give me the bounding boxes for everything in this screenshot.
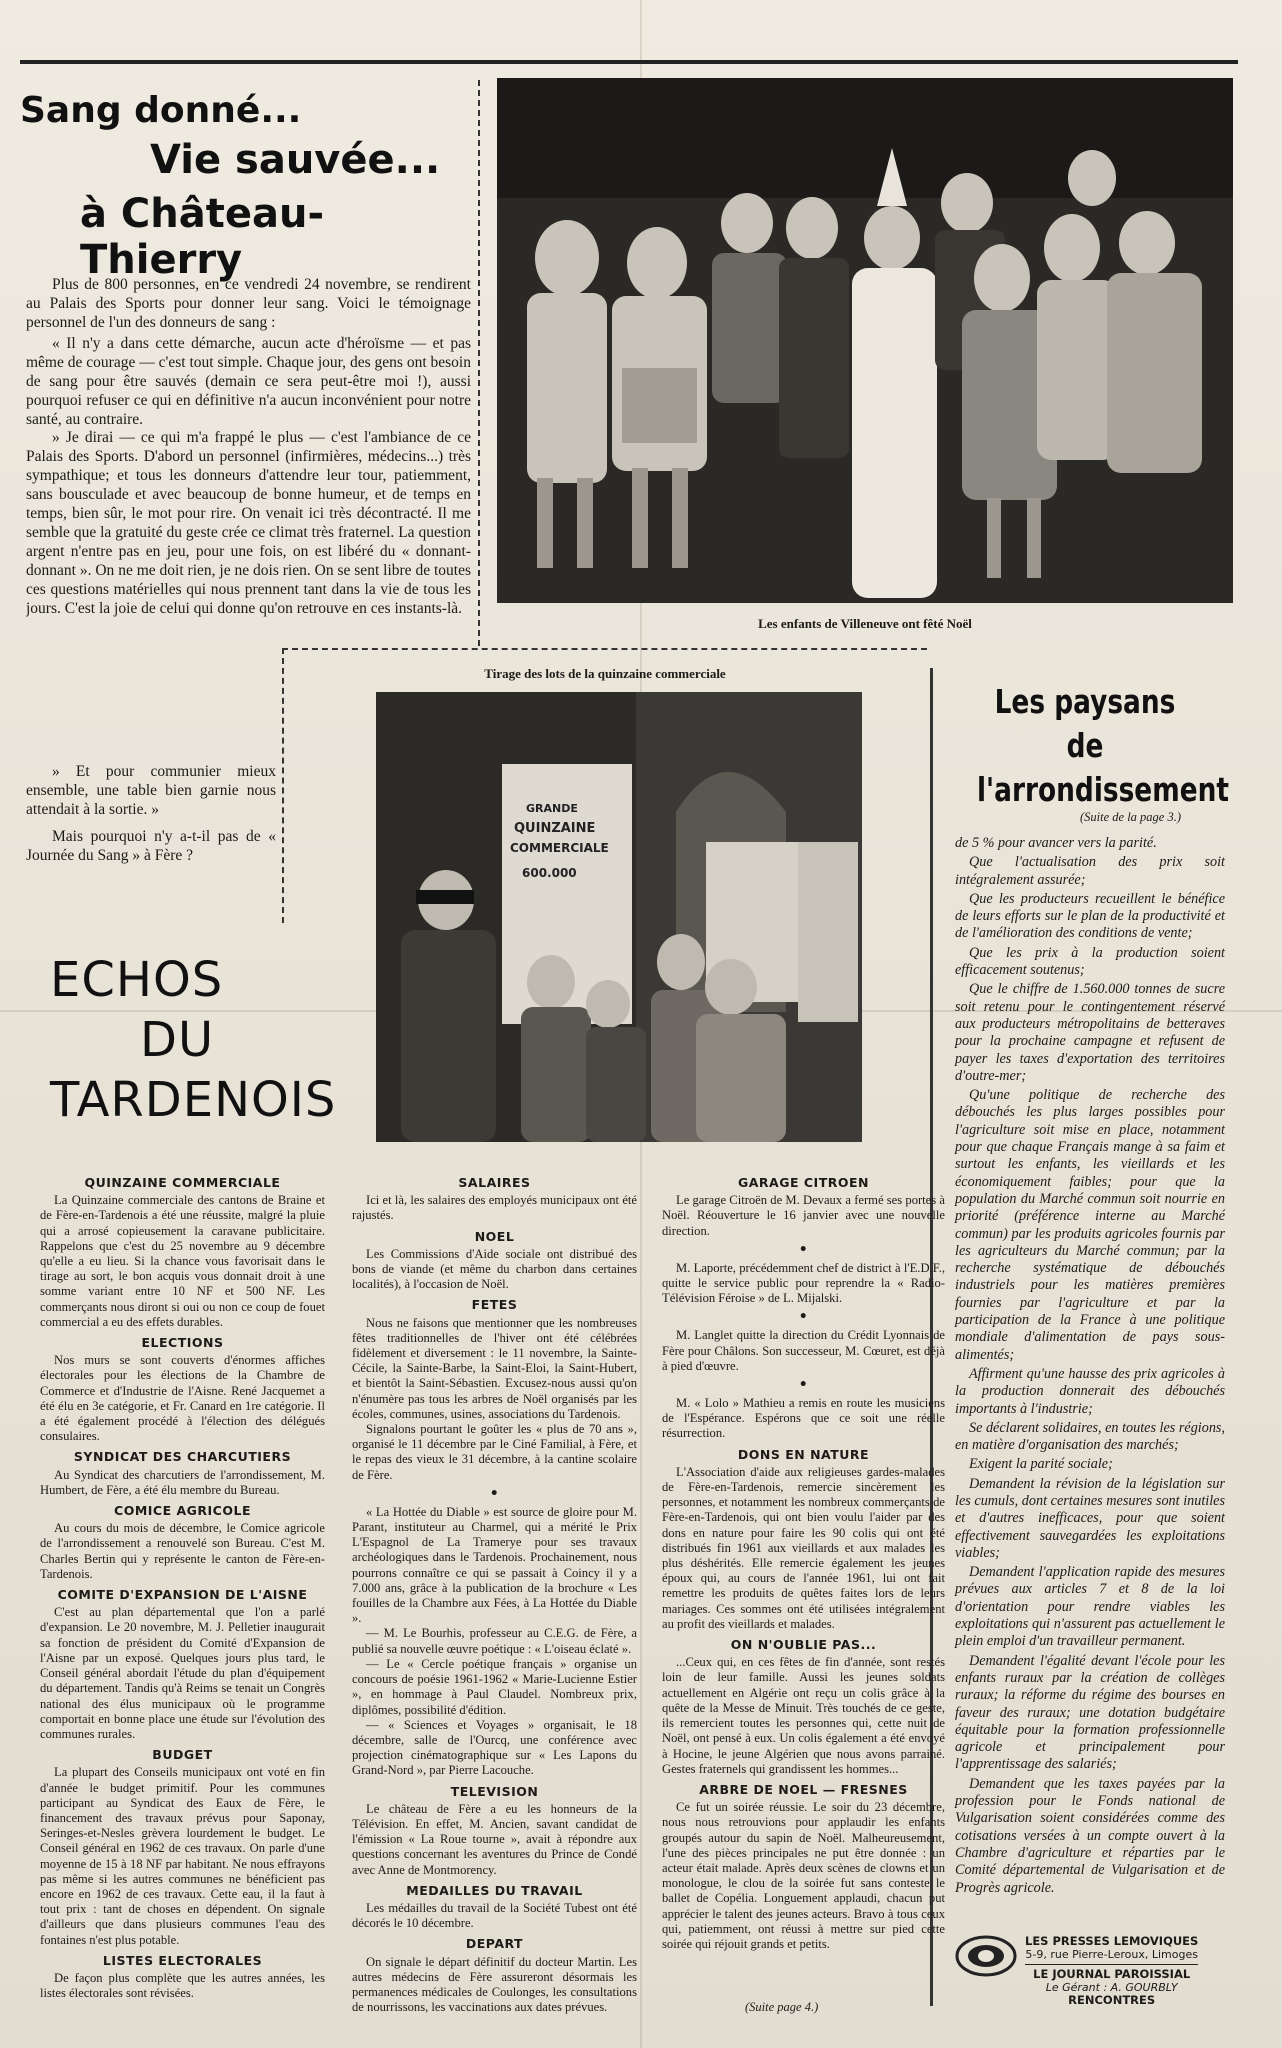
paysans-title [977, 680, 1230, 812]
paysans-paragraph: Que les prix à la production soient efficacement soutenus; [955, 944, 1225, 979]
journal-name: LE JOURNAL PAROISSIAL [1033, 1967, 1191, 1981]
paysans-paragraph: Qu'une politique de recherche des débouchés les plus larges possibles pour l'agriculture soit mise en place, notamment pour que chaque Français mange à sa faim et surtout les enfants, les vieillards et les économiquement faibles; pour que la population du Marché commun soit nourrie en priorité (préférence interne au Marché commun) par les produits agricoles fournis par les agriculteurs du Marché commun; par la recherche systématique de débouchés industriels pour les matières premières fournies par l'agriculture et par la participation de la France à une politique mondiale d'alimentation de pays sous-alimentés; [955, 1087, 1225, 1363]
sang-paragraph: » Et pour communier mieux ensemble, une table bien garnie nous attendait à la sortie. » [26, 763, 276, 818]
section-text: La plupart des Conseils municipaux ont voté en fin d'année le budget primitif. Pour les communes participant au Syndicat des Eaux de Fère, le financement des travaux prévus pour Saponay, Seringes-et-Nesles grèvera lourdement le budget. Le Conseil général en 1962 de ces travaux. On parle d'une moyenne de 15 à 18 NF par habitant. Ne nous effrayons pas même si les autres communes ne bénéficient pas encore en 1962 de ces travaux. Cette eau, il la faut à tout prix : tant de choses en dépendent. On signale d'ailleurs que dans plusieurs communes l'eau des fontaines n'est plus potable. [40, 1765, 325, 1947]
paysans-paragraph: Demandent l'égalité devant l'école pour les enfants ruraux par la création de collèges ruraux; la réforme du régime des bourses en faveur des ruraux; une dotation budgétaire équitable pour la formation professionnelle agricole et principalement pour l'apprentissage des salariés; [955, 1652, 1225, 1773]
paysans-paragraph: Que l'actualisation des prix soit intégralement assurée; [955, 854, 1225, 888]
presses-logo-icon [955, 1935, 1017, 1977]
paysans-paragraph: Demandent que les taxes payées par la profession pour le Fonds national de Vulgarisation soient considérées comme des cotisations versées à un compte ouvert à la Chambre d'agriculture et réparties par le Comité départemental de Vulgarisation et de Progrès agricole. [955, 1775, 1225, 1896]
poster-line: COMMERCIALE [510, 841, 609, 855]
section-text: Nous ne faisons que mentionner que les nombreuses fêtes traditionnelles de l'hiver ont été célébrées fidèlement et diversement : le 11 novembre, la Sainte-Cécile, la Sainte-Barbe, la Saint-Eloi, la Saint-Hubert, et bientôt la Saint-Sébastien. Excusez-nous aussi qu'on n'énumère pas tous les arbres de Noël organisés par les écoles, communes, usines, associations du Tardenois. [352, 1315, 637, 1421]
section-heading: SYNDICAT DES CHARCUTIERS [73, 1449, 292, 1465]
separator-dashed [478, 80, 480, 646]
section-divider-dot: • [798, 1377, 809, 1394]
paysans-paragraph: Demandent la révision de la législation sur les cumuls, dont certaines mesures sont inutiles et d'autres inefficaces, pour que soient effectivement sauvegardées les exploitations viables; [955, 1475, 1225, 1561]
section-text: La Quinzaine commerciale des cantons de Braine et de Fère-en-Tardenois a été une réussite, malgré la pluie qui a arrosé copieusement la caravane publicitaire. Rappelons que c'est du 25 novembre au 9 décembre qu'elle a eu lieu. Si la chance vous favorisait dans le tirage au sort, le bon acquis vous donnait droit à une somme variant entre 10 NF et 500 NF. Les commerçants nous diront si oui ou non ce coup de fouet commercial a eu des effets durables. [40, 1193, 325, 1329]
separator-dashed [282, 648, 284, 923]
echos-column-3 [662, 1170, 945, 1952]
sang-paragraph: Mais pourquoi n'y a-t-il pas de « Journée du Sang » à Fère ? [26, 828, 276, 864]
section-heading: COMITE D'EXPANSION DE L'AISNE [57, 1587, 308, 1603]
section-heading: COMICE AGRICOLE [114, 1503, 251, 1519]
section-text: On signale le départ définitif du docteur Martin. Les autres médecins de Fère assureront désormais les permanences médicales de Coulonges, les consultations de nourrissons, les vaccinations aux dates prévues. [352, 1954, 637, 2015]
paysans-paragraph: Se déclarent solidaires, en toutes les régions, en matière d'organisation des marchés; [955, 1419, 1225, 1454]
sang-paragraph: « Il n'y a dans cette démarche, aucun acte d'héroïsme — et pas même de courage — c'est tout simple. Chaque jour, des gens ont besoin de sang pour être sauvés (demain ce sera peut-être moi !), aussi pourquoi refuser ce qui en définitive n'a aucun inconvénient pour notre santé, au contraire. [26, 335, 471, 428]
section-heading: ARBRE DE NOEL — FRESNES [699, 1781, 908, 1797]
section-heading: MEDAILLES DU TRAVAIL [406, 1882, 583, 1898]
section-heading: ELECTIONS [141, 1335, 224, 1351]
echos-continuation: (Suite page 4.) [745, 2000, 819, 2014]
section-divider-dot: • [798, 1309, 809, 1326]
echos-title-line: ECHOS [50, 952, 224, 1008]
section-text: Les médailles du travail de la Société Tubest ont été décorés le 10 décembre. [352, 1900, 637, 1931]
section-text: De façon plus complète que les autres années, les listes électorales sont révisées. [40, 1970, 325, 2001]
headline-line-1: Sang donné... [20, 90, 302, 131]
echos-title-line: TARDENOIS [50, 1072, 337, 1128]
section-text: Au cours du mois de décembre, le Comice agricole de l'arrondissement a renouvelé son Bureau. C'est M. Charles Bertin qui y représente le canton de Fère-en-Tardenois. [40, 1521, 325, 1581]
section-text: « La Hottée du Diable » est source de gloire pour M. Parant, instituteur au Charmel, qui a mérité le Prix L'Espagnol de La Tramerye pour ses travaux archéologiques dans le Tardenois. Prochainement, nous pourrons connaître ce qui se passait à Coincy il y a 7.000 ans, grâce à la publication de la brochure « Les fouilles de la Chambre aux Fées, à La Hottée du Diable ». [352, 1504, 637, 1626]
photo-caption: Tirage des lots de la quinzaine commerciale [484, 666, 726, 681]
section-text: Nos murs se sont couverts d'énormes affiches électorales pour les élections de la Chambre de Commerce et d'Industrie de l'Aisne. René Jacquemet a été élu en 3e catégorie, et Fr. Canard en 1re catégorie. Il a été également procédé à l'élection des délégués consulaires. [40, 1353, 325, 1444]
paysans-title-line: de l'arrondissement [977, 726, 1230, 809]
section-heading: SALAIRES [458, 1175, 531, 1190]
section-divider-dot: • [489, 1485, 500, 1502]
section-text: M. « Lolo » Mathieu a remis en route les musiciens de l'Espérance. Espérons que ce soit une réelle résurrection. [662, 1396, 945, 1441]
section-heading: BUDGET [152, 1747, 213, 1763]
section-heading: LISTES ELECTORALES [102, 1952, 263, 1968]
sang-article-mid [26, 428, 471, 698]
section-text: C'est au plan départemental que l'on a parlé d'expansion. Le 20 novembre, M. J. Pelletier inaugurait sa fonction de président du Comité d'Expansion de l'Aisne par un exposé. Quelques jours plus tard, le Conseil général abordait l'étude du plan d'équipement du département. Tandis qu'à Reims se tenait un Congrès national des élus municipaux où le programme comportait en bonne place une étude sur l'évolution des communes rurales. [40, 1605, 325, 1741]
section-text: — Le « Cercle poétique français » organise un concours de poésie 1961-1962 « Marie-Lucienne Estier », en hommage à Paul Claudel. Nombreux prix, diplômes, possibilité d'édition. [352, 1656, 637, 1717]
paysans-continuation: (Suite de la page 3.) [1080, 810, 1182, 824]
gerant: Le Gérant : A. GOURBLY [1045, 1981, 1178, 1994]
section-text: Ici et là, les salaires des employés municipaux ont été rajustés. [352, 1193, 637, 1223]
section-heading: QUINZAINE COMMERCIALE [84, 1175, 281, 1190]
paysans-paragraph: de 5 % pour avancer vers la parité. [955, 835, 1157, 851]
sang-paragraph: » Je dirai — ce qui m'a frappé le plus — c'est l'ambiance de ce Palais des Sports. D'abord un personnel (infirmières, médecins...) très sympathique; et tous les donneurs d'attendre leur tour, patiemment, sans bousculade et avec beaucoup de bonne humeur, et de temps en temps, bien sûr, le mot pour rire. On venait ici très décontracté. Il me semble que la gratuité du geste crée ce climat très fraternel. La question argent n'entre pas en jeu, pour une fois, on est libéré du « donnant-donnant ». On ne me doit rien, je ne dois rien. On se sent libre de toutes ces questions matérielles qui nous prennent tant dans la vie de tous les jours. C'est la joie de celui qui donne qu'on retrouve en ces instants-là. [26, 429, 471, 617]
section-text: Signalons pourtant le goûter les « plus de 70 ans », organisé le 11 décembre par le Ciné Familial, à Fère, et le repas des vieux le 31 décembre, à la cantine scolaire de Fère. [352, 1422, 637, 1482]
paysans-paragraph: Que le chiffre de 1.560.000 tonnes de sucre soit retenu pour le contingentement réservé aux producteurs métropolitains de betteraves pour la prochaine campagne et refusent de payer les taxes d'exportation des territoires d'outre-mer; [955, 981, 1225, 1084]
photo-children-image [497, 78, 1233, 603]
section-heading: NOEL [474, 1228, 515, 1244]
sang-paragraph: Plus de 800 personnes, en ce vendredi 24 novembre, se rendirent au Palais des Sports pour donner leur sang. Voici le témoignage personnel de l'un des donneurs de sang : [26, 276, 471, 331]
section-text: Le château de Fère a eu les honneurs de la Télévision. En effet, M. Ancien, savant candidat de l'émission « La Roue tourne », avait à répondre aux questions concernant les aventures du Prince de Condé avec Anne de Montmorency. [352, 1801, 637, 1877]
section-heading: DONS EN NATURE [737, 1446, 870, 1462]
poster-line: GRANDE [526, 802, 578, 815]
section-divider-dot: • [798, 1241, 809, 1258]
section-text: Ce fut un soirée réussie. Le soir du 23 décembre, nous nous retrouvions pour applaudir les enfants groupés autour du sapin de Noël. Malheureusement, l'une des pièces principales ne put être donnée : un acteur était malade. Après deux scènes de clowns et un monologue, le clou de la soirée fut sans conteste le ballet de Copélia. Longuement applaudi, chacun put apprécier le talent des jeunes acteurs. Bravo à tous ceux qui, patiemment, ont réussi à mettre sur pied cette soirée qui réjouit grands et petits. [662, 1800, 945, 1951]
separator-dashed [282, 648, 927, 650]
headline-line-3: à Château-Thierry [80, 191, 325, 283]
imprint [955, 1935, 1235, 2007]
presses-address: 5-9, rue Pierre-Leroux, Limoges [1025, 1948, 1198, 1961]
presses-name: LES PRESSES LEMOVIQUES [1025, 1934, 1199, 1948]
echos-column-2 [352, 1170, 637, 2015]
section-text: — « Sciences et Voyages » organisait, le 18 décembre, salle de l'Ourcq, une conférence avec projection cinématographique sur « Les Lapons du Grand-Nord », par Pierre Lacouche. [352, 1717, 637, 1778]
section-text: — M. Le Bourhis, professeur au C.E.G. de Fère, a publié sa nouvelle œuvre poétique : « L'oiseau éclaté ». [352, 1626, 637, 1656]
rencontres: RENCONTRES [1068, 1993, 1156, 2007]
paysans-paragraph: Affirment qu'une hausse des prix agricoles à la production donnerait des débouchés importants à l'industrie; [955, 1365, 1225, 1417]
headline-line-2: Vie sauvée... [150, 137, 441, 183]
poster-line: QUINZAINE [514, 821, 596, 836]
section-text: ...Ceux qui, en ces fêtes de fin d'année, sont restés loin de leur famille. Aussi les jeunes soldats actuellement en Algérie ont reçu un colis grâce à la quête de la Messe de Minuit. Très touchés de ce geste, ils remercient toutes les personnes qui, cette nuit de Noël, ont pensé à eux. Un colis également a été envoyé à Hocine, le jeune Algérien que nous avons parrainé. Gestes fraternels qui grandissent les hommes... [662, 1655, 945, 1776]
echos-column-1 [40, 1170, 325, 2001]
paysans-paragraph: Exigent la parité sociale; [969, 1456, 1113, 1473]
top-rule [20, 60, 1238, 64]
section-heading: GARAGE CITROEN [738, 1175, 869, 1190]
sang-headline [20, 90, 480, 283]
section-text: L'Association d'aide aux religieuses gardes-malades de Fère-en-Tardenois, remercie sincèrement les personnes, et notamment les nombreux commerçants de Fère-en-Tardenois, qui ont bien voulu l'aider par des dons en nature pour faire les 90 colis qui ont été distribués fin 1961 aux vieillards et aux malades les plus déshérités. Elle remercie également les jeunes époux qui, au cours de l'année 1961, lui ont fait remettre les produits de quêtes faites lors de leurs mariages. Ces sommes ont été utilisées intégralement au profit des vieillards et malades. [662, 1464, 945, 1631]
paysans-paragraph: Demandent l'application rapide des mesures prévues aux articles 7 et 8 de la loi d'orientation pour rendre viables les exploitations qui n'assurent pas actuellement le plein emploi d'un travailleur permanent. [955, 1564, 1225, 1650]
paysans-article [955, 835, 1225, 1899]
photo-lottery-image [376, 692, 862, 1142]
section-heading: DEPART [465, 1936, 524, 1952]
section-text: M. Langlet quitte la direction du Crédit Lyonnais de Fère pour Châlons. Son successeur, M. Cœuret, est déjà à pied d'œuvre. [662, 1328, 945, 1373]
section-text: Le garage Citroën de M. Devaux a fermé ses portes à Noël. Réouverture le 16 janvier avec une nouvelle direction. [662, 1193, 945, 1238]
paysans-paragraph: Que les producteurs recueillent le bénéfice de leurs efforts sur le plan de la productivité et de l'amélioration des conditions de vente; [955, 890, 1225, 942]
sang-article-end [26, 762, 276, 867]
photo-children-christmas [497, 78, 1233, 603]
section-heading: ON N'OUBLIE PAS... [730, 1637, 877, 1653]
echos-title [50, 950, 370, 1130]
poster-line: 600.000 [522, 866, 577, 880]
photo-caption: Les enfants de Villeneuve ont fêté Noël [758, 616, 972, 631]
paysans-title-line: Les paysans [994, 682, 1176, 721]
section-text: M. Laporte, précédemment chef de district à l'E.D.F., quitte le service public pour reprendre la « Radio-Télévision Féroise » de L. Mijalski. [662, 1260, 945, 1306]
section-text: Les Commissions d'Aide sociale ont distribué des bons de viande (et même du charbon dans certaines localités), à l'occasion de Noël. [352, 1246, 637, 1292]
sang-article-top [26, 275, 471, 431]
section-text: Au Syndicat des charcutiers de l'arrondissement, M. Humbert, de Fère, a été élu membre du Bureau. [40, 1467, 325, 1497]
section-heading: FETES [471, 1297, 518, 1313]
section-heading: TELEVISION [450, 1783, 539, 1799]
echos-title-line: DU [140, 1012, 215, 1068]
photo-lottery-draw [376, 692, 862, 1142]
